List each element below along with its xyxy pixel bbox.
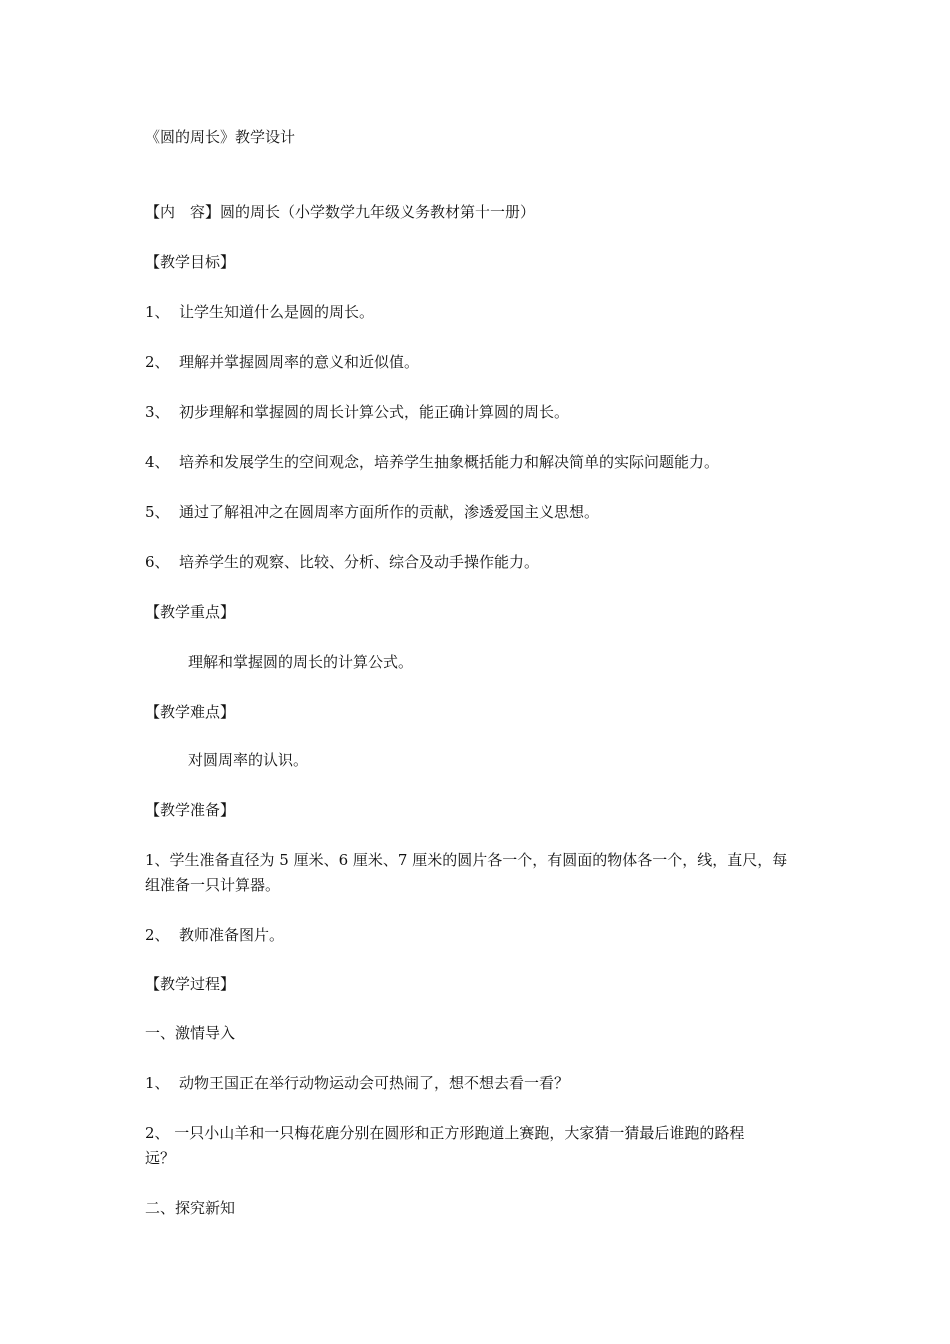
difficulty-heading: 【教学难点】 xyxy=(145,703,236,721)
goal-number: 5、 xyxy=(145,503,170,521)
prep-heading: 【教学准备】 xyxy=(145,801,236,819)
content-line xyxy=(145,200,815,224)
goal-item xyxy=(145,550,815,574)
goal-item xyxy=(145,400,815,424)
process-heading: 【教学过程】 xyxy=(145,975,236,993)
goal-text: 培养学生的观察、比较、分析、综合及动手操作能力。 xyxy=(179,553,540,571)
goal-item xyxy=(145,450,815,474)
intro-item-1 xyxy=(145,1071,815,1095)
prep-item-1-line-2: 组准备一只计算器。 xyxy=(145,876,281,894)
intro-item-2-line-2: 远？ xyxy=(145,1149,176,1167)
goal-number: 3、 xyxy=(145,403,170,421)
goal-item xyxy=(145,350,815,374)
content-text: 圆的周长（小学数学九年级义务教材第十一册） xyxy=(220,203,536,221)
goal-number: 6、 xyxy=(145,553,170,571)
intro-number: 1、 xyxy=(145,1074,170,1092)
difficulty-text: 对圆周率的认识。 xyxy=(188,751,309,769)
goal-text: 让学生知道什么是圆的周长。 xyxy=(179,303,375,321)
goal-text: 培养和发展学生的空间观念，培养学生抽象概括能力和解决简单的实际问题能力。 xyxy=(179,453,720,471)
goal-item xyxy=(145,300,815,324)
key-text: 理解和掌握圆的周长的计算公式。 xyxy=(188,653,414,671)
key-heading: 【教学重点】 xyxy=(145,603,236,621)
intro-text: 动物王国正在举行动物运动会可热闹了，想不想去看一看？ xyxy=(179,1074,570,1092)
content-label: 【内 容】 xyxy=(145,203,221,221)
goal-item xyxy=(145,500,815,524)
goal-text: 理解并掌握圆周率的意义和近似值。 xyxy=(179,353,420,371)
prep-number: 2、 xyxy=(145,926,170,944)
goals-heading: 【教学目标】 xyxy=(145,253,236,271)
section-heading-explore: 二、探究新知 xyxy=(145,1199,236,1217)
goal-number: 1、 xyxy=(145,303,170,321)
prep-item-1-line-1: 1、学生准备直径为 5 厘米、6 厘米、7 厘米的圆片各一个，有圆面的物体各一个，线，直尺，每 xyxy=(145,851,788,869)
section-heading-intro: 一、激情导入 xyxy=(145,1024,236,1042)
goal-text: 通过了解祖冲之在圆周率方面所作的贡献，渗透爱国主义思想。 xyxy=(179,503,600,521)
prep-text: 教师准备图片。 xyxy=(179,926,285,944)
intro-item-2-line-1: 2、 一只小山羊和一只梅花鹿分别在圆形和正方形跑道上赛跑，大家猜一猜最后谁跑的路程 xyxy=(145,1124,745,1142)
goal-text: 初步理解和掌握圆的周长计算公式，能正确计算圆的周长。 xyxy=(179,403,570,421)
goal-number: 4、 xyxy=(145,453,170,471)
goal-number: 2、 xyxy=(145,353,170,371)
document-title: 《圆的周长》教学设计 xyxy=(145,128,296,146)
prep-item-2 xyxy=(145,923,815,947)
